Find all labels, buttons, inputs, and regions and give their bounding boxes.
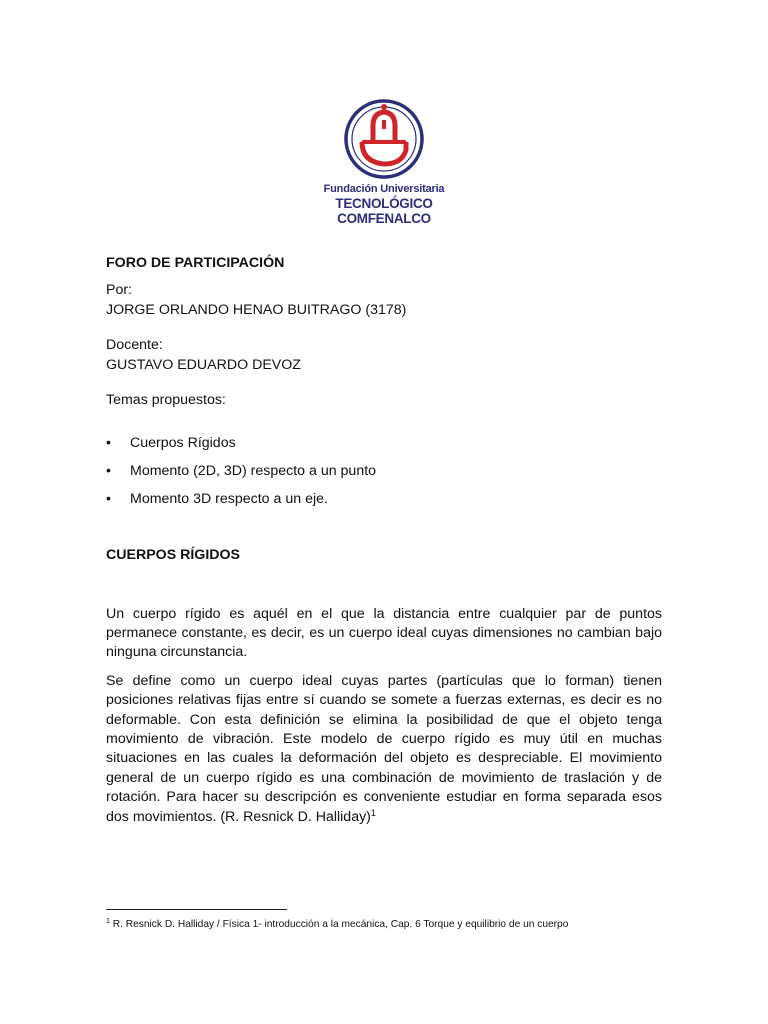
topic-item: • Cuerpos Rígidos bbox=[106, 434, 662, 453]
logo-title: TECNOLÓGICO COMFENALCO bbox=[335, 196, 433, 226]
footnote bbox=[106, 918, 726, 931]
teacher-label: Docente: bbox=[106, 337, 163, 354]
topic-item: • Momento (2D, 3D) respecto a un punto bbox=[106, 462, 662, 481]
footnote-number: 1 bbox=[106, 918, 110, 925]
footnote-divider bbox=[106, 909, 287, 910]
teacher-name: GUSTAVO EDUARDO DEVOZ bbox=[106, 356, 301, 373]
institution-logo bbox=[288, 96, 480, 226]
document-body bbox=[106, 254, 662, 827]
author-name: JORGE ORLANDO HENAO BUITRAGO (3178) bbox=[106, 301, 407, 318]
paragraph-1: Un cuerpo rígido es aquél en el que la distancia entre cualquier par de puntos permanece constante, es decir, es un cuerpo ideal cuyas dimensiones no cambian bajo ninguna circunstancia. bbox=[106, 605, 662, 661]
section-heading: CUERPOS RÍGIDOS bbox=[106, 547, 241, 564]
topics-list bbox=[106, 434, 662, 509]
paragraph-2 bbox=[106, 672, 662, 827]
logo-emblem-icon bbox=[340, 96, 428, 182]
topic-item: • Momento 3D respecto a un eje. bbox=[106, 490, 662, 509]
footnote-text: R. Resnick D. Halliday / Física 1- introducción a la mecánica, Cap. 6 Torque y equilibrio de un cuerpo bbox=[109, 919, 569, 930]
forum-title: FORO DE PARTICIPACIÓN bbox=[106, 255, 285, 271]
by-label: Por: bbox=[106, 282, 133, 299]
footnote-reference[interactable]: 1 bbox=[370, 807, 376, 818]
logo-subtitle: Fundación Universitaria bbox=[323, 183, 445, 195]
topics-label: Temas propuestos: bbox=[106, 392, 226, 409]
paragraph-2-text: Se define como un cuerpo ideal cuyas partes (partículas que lo forman) tienen posiciones relativas fijas entre sí cuando se somete a fuerzas externas, es decir es no deformable. Con esta definición se elimina la posibilidad de que el objeto tenga movimiento de vibración. Este modelo de cuerpo rígido es muy útil en muchas situaciones en las cuales la deformación del objeto es despreciable. El movimiento general de un cuerpo rígido es una combinación de movimiento de traslación y de rotación. Para hacer su descripción es conveniente estudiar en forma separada esos dos movimientos. (R. Resnick D. Halliday) bbox=[106, 672, 662, 825]
